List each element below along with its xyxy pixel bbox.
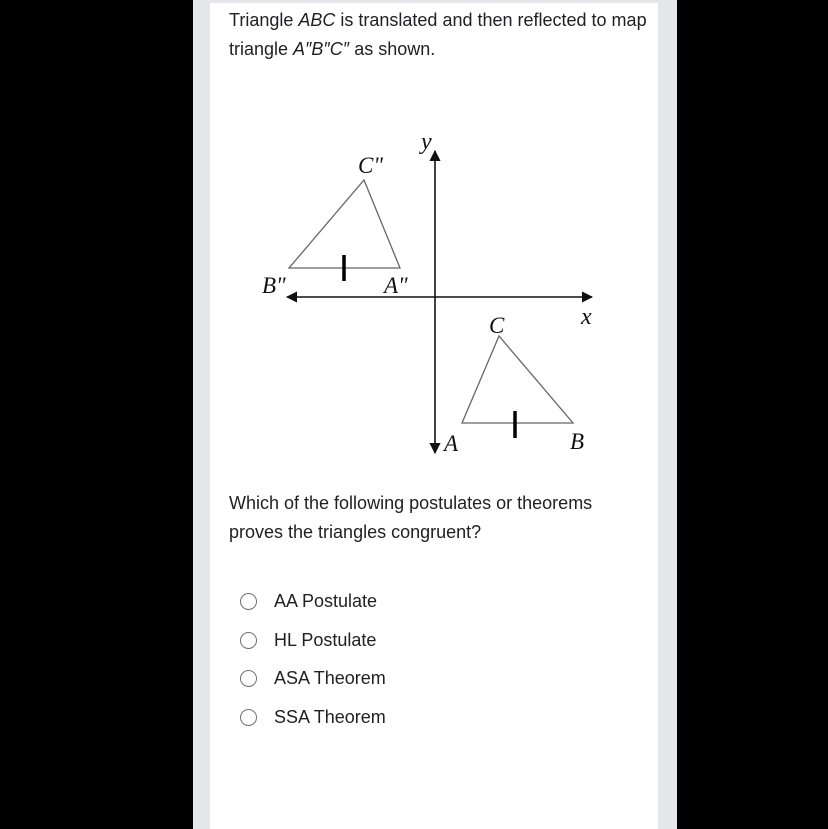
triangle-a2b2c2 xyxy=(289,180,400,268)
prompt-text-2: is translated and then reflected to map triangle xyxy=(229,10,647,59)
question-prompt xyxy=(229,6,649,64)
option-label: AA Postulate xyxy=(274,590,378,611)
vertex-b2-label: B" xyxy=(262,273,286,298)
option-label: ASA Theorem xyxy=(274,667,386,688)
prompt-triangle-abc-prime: A″B″C″ xyxy=(293,39,350,59)
prompt-triangle-abc: ABC xyxy=(298,10,336,30)
vertex-c-label: C xyxy=(489,313,505,338)
vertex-a-label: A xyxy=(444,431,459,456)
y-axis-label: y xyxy=(421,129,432,155)
vertex-c2-label: C" xyxy=(358,153,383,178)
prompt-text-3: as shown. xyxy=(349,39,436,59)
question-card xyxy=(210,3,658,829)
option-label: SSA Theorem xyxy=(274,706,386,727)
vertex-a2-label: A" xyxy=(384,273,408,298)
option-ssa-theorem[interactable] xyxy=(240,703,540,731)
triangle-abc xyxy=(462,336,573,423)
radio-button[interactable] xyxy=(240,709,257,726)
option-hl-postulate[interactable] xyxy=(240,626,540,654)
radio-button[interactable] xyxy=(240,670,257,687)
radio-button[interactable] xyxy=(240,593,257,610)
option-asa-theorem[interactable] xyxy=(240,664,540,692)
vertex-b-label: B xyxy=(570,429,585,454)
option-label: HL Postulate xyxy=(274,629,377,650)
question-text: Which of the following postulates or theorems proves the triangles congruent? xyxy=(229,493,593,542)
radio-button[interactable] xyxy=(240,632,257,649)
prompt-text-1: Triangle xyxy=(229,10,299,30)
x-axis-label: x xyxy=(581,304,592,330)
option-aa-postulate[interactable] xyxy=(240,587,540,615)
